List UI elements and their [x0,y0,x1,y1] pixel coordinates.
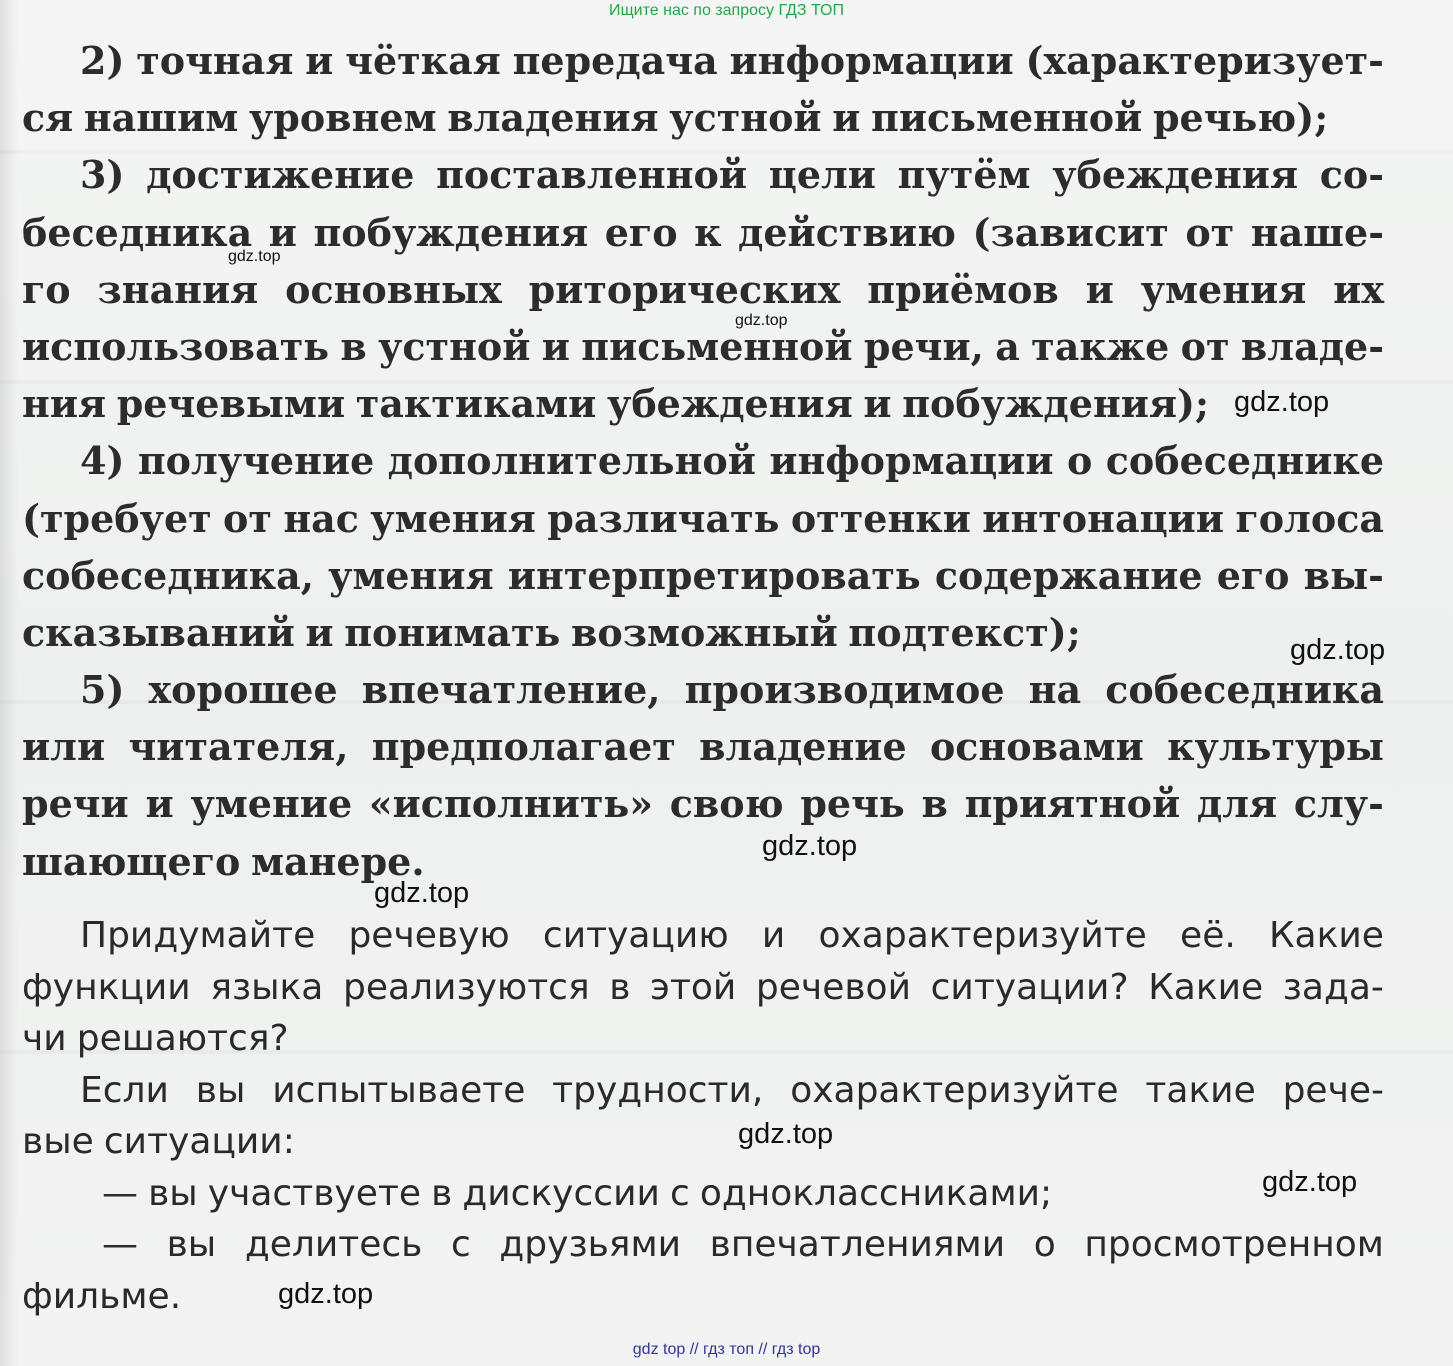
word: побуждения [313,209,589,255]
word: ситуации? [930,966,1129,1008]
text-line [22,661,1384,718]
word: его [1216,552,1290,598]
word: приятной [964,781,1181,827]
word: на [1028,667,1082,713]
word: дискуссии [462,1172,660,1214]
word: знания [97,266,259,312]
word: получение [137,438,375,484]
word: или [22,724,106,770]
word: собеседника, [22,552,314,598]
word: вы- [1303,552,1384,598]
word: и [1085,266,1114,312]
word: о [1033,1224,1056,1265]
word: речевыми [116,381,346,427]
word: в [340,323,367,369]
word: вы [195,1069,246,1111]
watermark: gdz.top [374,877,470,909]
word: впечатлениями [709,1224,1006,1265]
word: умение [190,781,353,827]
word: к [694,209,722,255]
word: производимое [684,667,1005,713]
word: убеждения [607,381,853,427]
word: ситуацию [542,915,729,956]
word: реализуются [342,966,590,1008]
word: — [102,1172,138,1214]
word: умения [328,552,494,598]
word: делитесь [244,1224,423,1265]
word: культуры [1167,724,1384,770]
word: речью); [1152,95,1329,141]
text-line [22,1271,1384,1323]
text-line [22,318,1384,375]
word: друзьями [499,1224,682,1265]
word: такие [1145,1069,1256,1111]
word: языка [210,966,324,1008]
text-line [22,1116,1384,1168]
text-line [22,1065,1384,1117]
word: достижение [146,152,415,198]
word: подтекст); [848,609,1081,655]
word: (характеризует- [1025,38,1384,83]
word: от [223,495,272,541]
word: фильме. [22,1275,182,1317]
watermark: gdz.top [762,830,858,862]
word: зада- [1282,966,1384,1008]
word: Какие [1269,915,1384,956]
word: Придумайте [80,915,316,956]
word: решаются? [76,1018,289,1059]
word: испытываете [272,1069,526,1111]
word: их [1333,266,1384,312]
word: основных [285,266,502,312]
word: и [863,381,892,427]
word: (зависит [972,209,1169,255]
text-line [22,547,1384,604]
text-line [22,962,1384,1014]
word: вы [148,1172,198,1214]
text-line [22,32,1384,89]
word: ся [22,95,74,141]
word: и [541,323,570,369]
word: письменной [581,323,853,369]
word: побуждения); [902,381,1210,427]
word: о [1066,438,1093,484]
word: содержание [934,552,1203,598]
word: нашим [83,95,239,141]
word: Если [80,1069,169,1111]
word: оттенки [790,495,971,541]
text-line [22,1168,1384,1220]
word: предполагает [371,724,676,770]
word: — [102,1224,138,1265]
word: функции [22,966,191,1008]
word: 4) [80,438,125,484]
word: вы [166,1224,217,1265]
word: и [268,209,297,255]
watermark: gdz.top [1234,386,1330,418]
text-line [22,432,1384,489]
text-line [22,204,1384,261]
watermark: gdz.top [278,1278,374,1310]
word: поставленной [436,152,748,198]
word: участвуете [207,1172,421,1214]
word: путём [897,152,1031,198]
word: рече- [1282,1069,1384,1111]
bottom-banner[interactable]: gdz top // гдз топ // гдз top [632,1341,821,1358]
word: тактиками [355,381,597,427]
word: различать [547,495,780,541]
word: действию [738,209,956,255]
word: приёмов [867,266,1059,312]
word: чи [22,1018,67,1059]
word: а [995,323,1020,369]
word: владения [447,95,659,141]
word: впечатление, [361,667,661,713]
word: нас [283,495,359,541]
word: трудности, [552,1069,764,1111]
word: устной [669,95,822,141]
word: 2) [80,38,125,83]
word: 5) [80,667,125,713]
word: цели [768,152,876,198]
word: умения [1140,266,1307,312]
word: охарактеризуйте [790,1069,1119,1111]
word: от [1180,323,1230,369]
text-line [22,775,1384,832]
word: возможный [570,609,838,655]
word: для [1196,781,1278,827]
watermark: gdz.top [1262,1166,1358,1198]
word: от [1185,209,1235,255]
word: ситуации: [103,1121,295,1162]
word: в [921,781,948,827]
word: (требует [22,495,212,541]
word: слу- [1293,781,1384,827]
watermark: gdz.top [228,248,281,265]
word: точная [136,38,294,83]
text-line [22,604,1384,661]
word: основами [929,724,1144,770]
word: уровнем [248,95,437,141]
text-line [22,490,1384,547]
word: в [609,966,631,1008]
word: письменной [871,95,1143,141]
watermark: gdz.top [738,1118,834,1150]
word: хорошее [148,667,338,713]
word: и [305,609,334,655]
word: понимать [344,609,561,655]
word: с [451,1224,471,1265]
word: риторических [528,266,841,312]
word: передача [512,38,718,83]
word: «исполнить» [368,781,653,827]
text-line [22,833,1384,890]
text-line [22,261,1384,318]
word: его [604,209,678,255]
numbered-list-text [22,32,1384,890]
word: читателя, [128,724,349,770]
word: го [22,266,71,312]
word: речевую [348,915,510,956]
word: информации [729,38,1014,83]
word: 3) [80,152,125,198]
word: интонации [982,495,1225,541]
word: и [761,915,786,956]
text-line [22,1219,1384,1271]
word: наше- [1250,209,1384,255]
text-line [22,1013,1384,1065]
word: собеседника [1105,667,1384,713]
word: просмотренном [1084,1224,1384,1265]
word: и [145,781,174,827]
word: манере. [250,838,425,884]
word: и [832,95,861,141]
word: одноклассниками; [699,1172,1053,1214]
word: речевой [755,966,911,1008]
top-banner[interactable]: Ищите нас по запросу ГДЗ ТОП [609,2,844,19]
word: владе- [1240,323,1384,369]
word: использовать [22,323,330,369]
word: информации [769,438,1054,484]
word: также [1031,323,1170,369]
word: умения [370,495,536,541]
word: беседника [22,209,253,255]
word: Какие [1148,966,1264,1008]
word: в [431,1172,453,1214]
word: со- [1319,152,1384,198]
word: сказываний [22,609,295,655]
word: её. [1180,915,1236,956]
text-line [22,146,1384,203]
exercise-text [22,910,1384,1322]
text-line [22,718,1384,775]
word: речь [800,781,905,827]
word: и [305,38,334,83]
word: ния [22,381,107,427]
word: чёткая [345,38,501,83]
watermark: gdz.top [735,312,788,329]
word: шающего [22,838,241,884]
word: интерпретировать [507,552,921,598]
page-edge-shadow [0,0,18,1366]
text-line [22,89,1384,146]
text-line [22,375,1384,432]
word: владение [699,724,907,770]
word: речи [22,781,129,827]
word: дополнительной [387,438,756,484]
word: собеседнике [1105,438,1384,484]
word: убеждения [1052,152,1299,198]
word: свою [669,781,784,827]
word: вые [22,1121,94,1162]
text-line [22,910,1384,962]
word: этой [650,966,737,1008]
word: речи, [863,323,984,369]
word: устной [378,323,531,369]
word: охарактеризуйте [818,915,1147,956]
word: голоса [1235,495,1384,541]
word: с [669,1172,690,1214]
watermark: gdz.top [1290,634,1386,666]
